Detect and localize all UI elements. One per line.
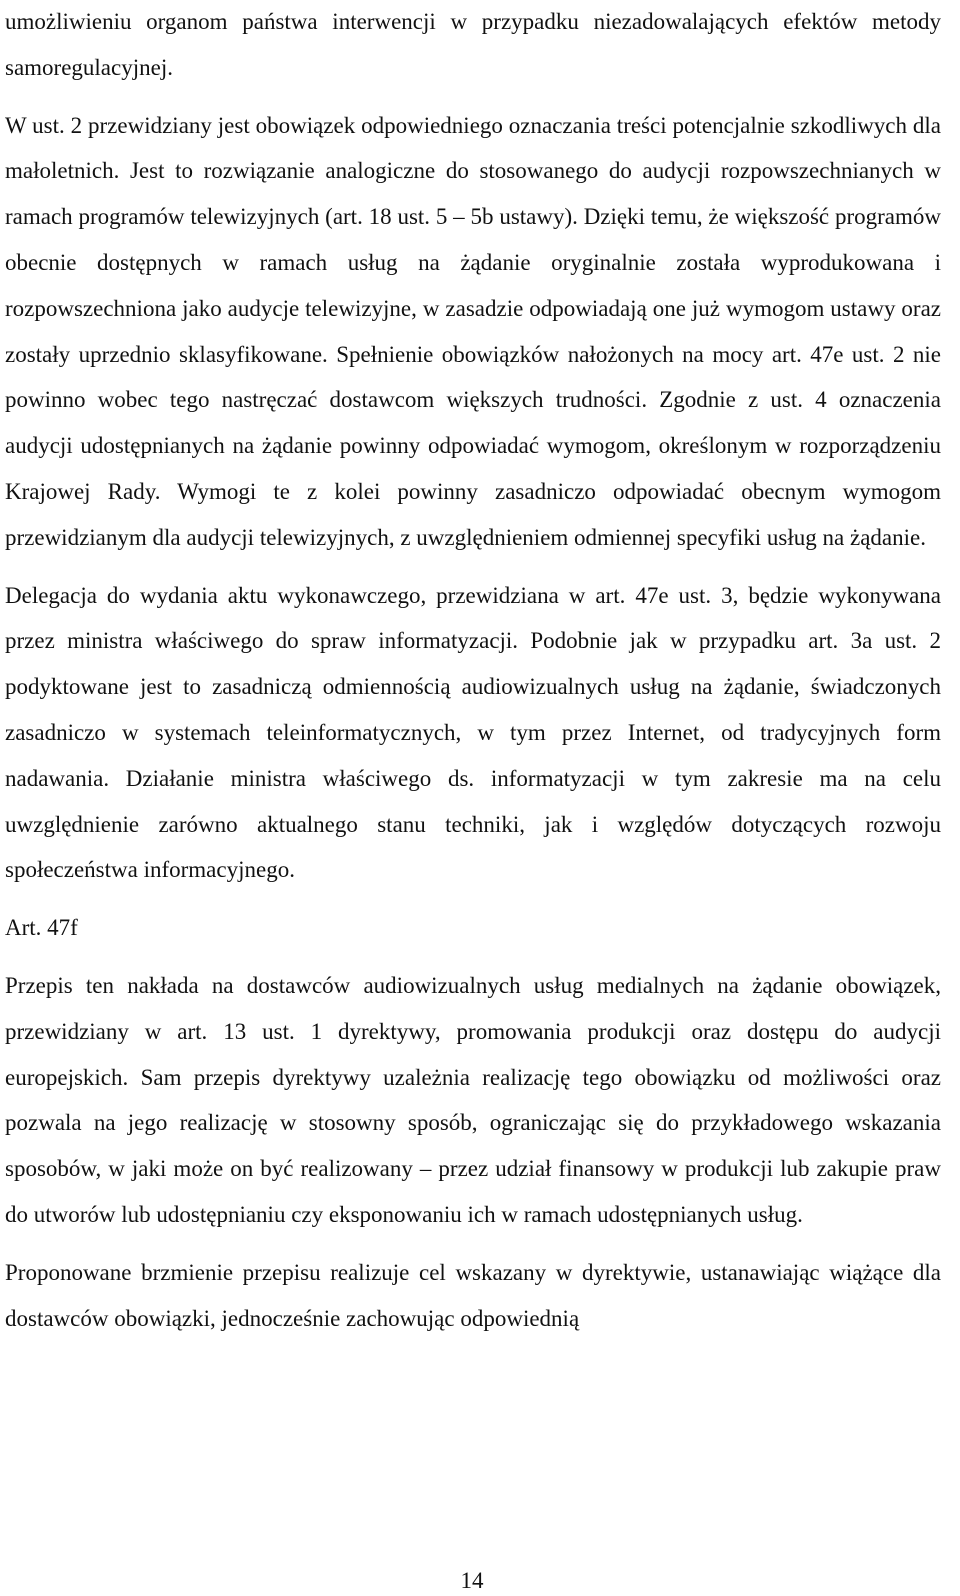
page-number: 14 xyxy=(460,1568,484,1593)
paragraph-2: W ust. 2 przewidziany jest obowiązek odpowiedniego oznaczania treści potencjalnie szkodliwych dla małoletnich. Jest to rozwiązanie analogiczne do stosowanego do audycji rozpowszechnianych w ramach programów telewizyjnych (art. 18 ust. 5 – 5b ustawy). Dzięki temu, że większość programów obecnie dostępnych w ramach usług na żądanie oryginalnie została wyprodukowana i rozpowszechniona jako audycje telewizyjne, w zasadzie odpowiadają one już wymogom ustawy oraz zostały uprzednio sklasyfikowane. Spełnienie obowiązków nałożonych na mocy art. 47e ust. 2 nie powinno wobec tego nastręczać dostawcom większych trudności. Zgodnie z ust. 4 oznaczenia audycji udostępnianych na żądanie powinny odpowiadać wymogom, określonym w rozporządzeniu Krajowej Rady. Wymogi te z kolei powinny zasadniczo odpowiadać obecnym wymogom przewidzianym dla audycji telewizyjnych, z uwzględnieniem odmiennej specyfiki usług na żądanie. xyxy=(5,112,941,550)
paragraph-1: umożliwieniu organom państwa interwencji w przypadku niezadowalających efektów metody samoregulacyjnej. xyxy=(5,9,941,80)
document-page xyxy=(5,0,941,1353)
section-heading: Art. 47f xyxy=(5,915,78,941)
paragraph-4: Przepis ten nakłada na dostawców audiowizualnych usług medialnych na żądanie obowiązek, przewidziany w art. 13 ust. 1 dyrektywy, promowania produkcji oraz dostępu do audycji europejskich. Sam przepis dyrektywy uzależnia realizację tego obowiązku od możliwości oraz pozwala na jego realizację w stosowny sposób, ograniczając się do przykładowego wskazania sposobów, w jaki może on być realizowany – przez udział finansowy w produkcji lub zakupie praw do utworów lub udostępnianiu czy eksponowaniu ich w ramach udostępnianych usług. xyxy=(5,972,941,1227)
paragraph-5: Proponowane brzmienie przepisu realizuje cel wskazany w dyrektywie, ustanawiając wiążące dla dostawców obowiązki, jednocześnie zachowując odpowiednią xyxy=(5,1259,941,1331)
paragraph-3: Delegacja do wydania aktu wykonawczego, przewidziana w art. 47e ust. 3, będzie wykonywana przez ministra właściwego do spraw informatyzacji. Podobnie jak w przypadku art. 3a ust. 2 podyktowane jest to zasadniczą odmiennością audiowizualnych usług na żądanie, świadczonych zasadniczo w systemach teleinformatycznych, w tym przez Internet, od tradycyjnych form nadawania. Działanie ministra właściwego ds. informatyzacji w tym zakresie ma na celu uwzględnienie zarówno aktualnego stanu techniki, jak i względów dotyczących rozwoju społeczeństwa informacyjnego. xyxy=(5,582,941,883)
